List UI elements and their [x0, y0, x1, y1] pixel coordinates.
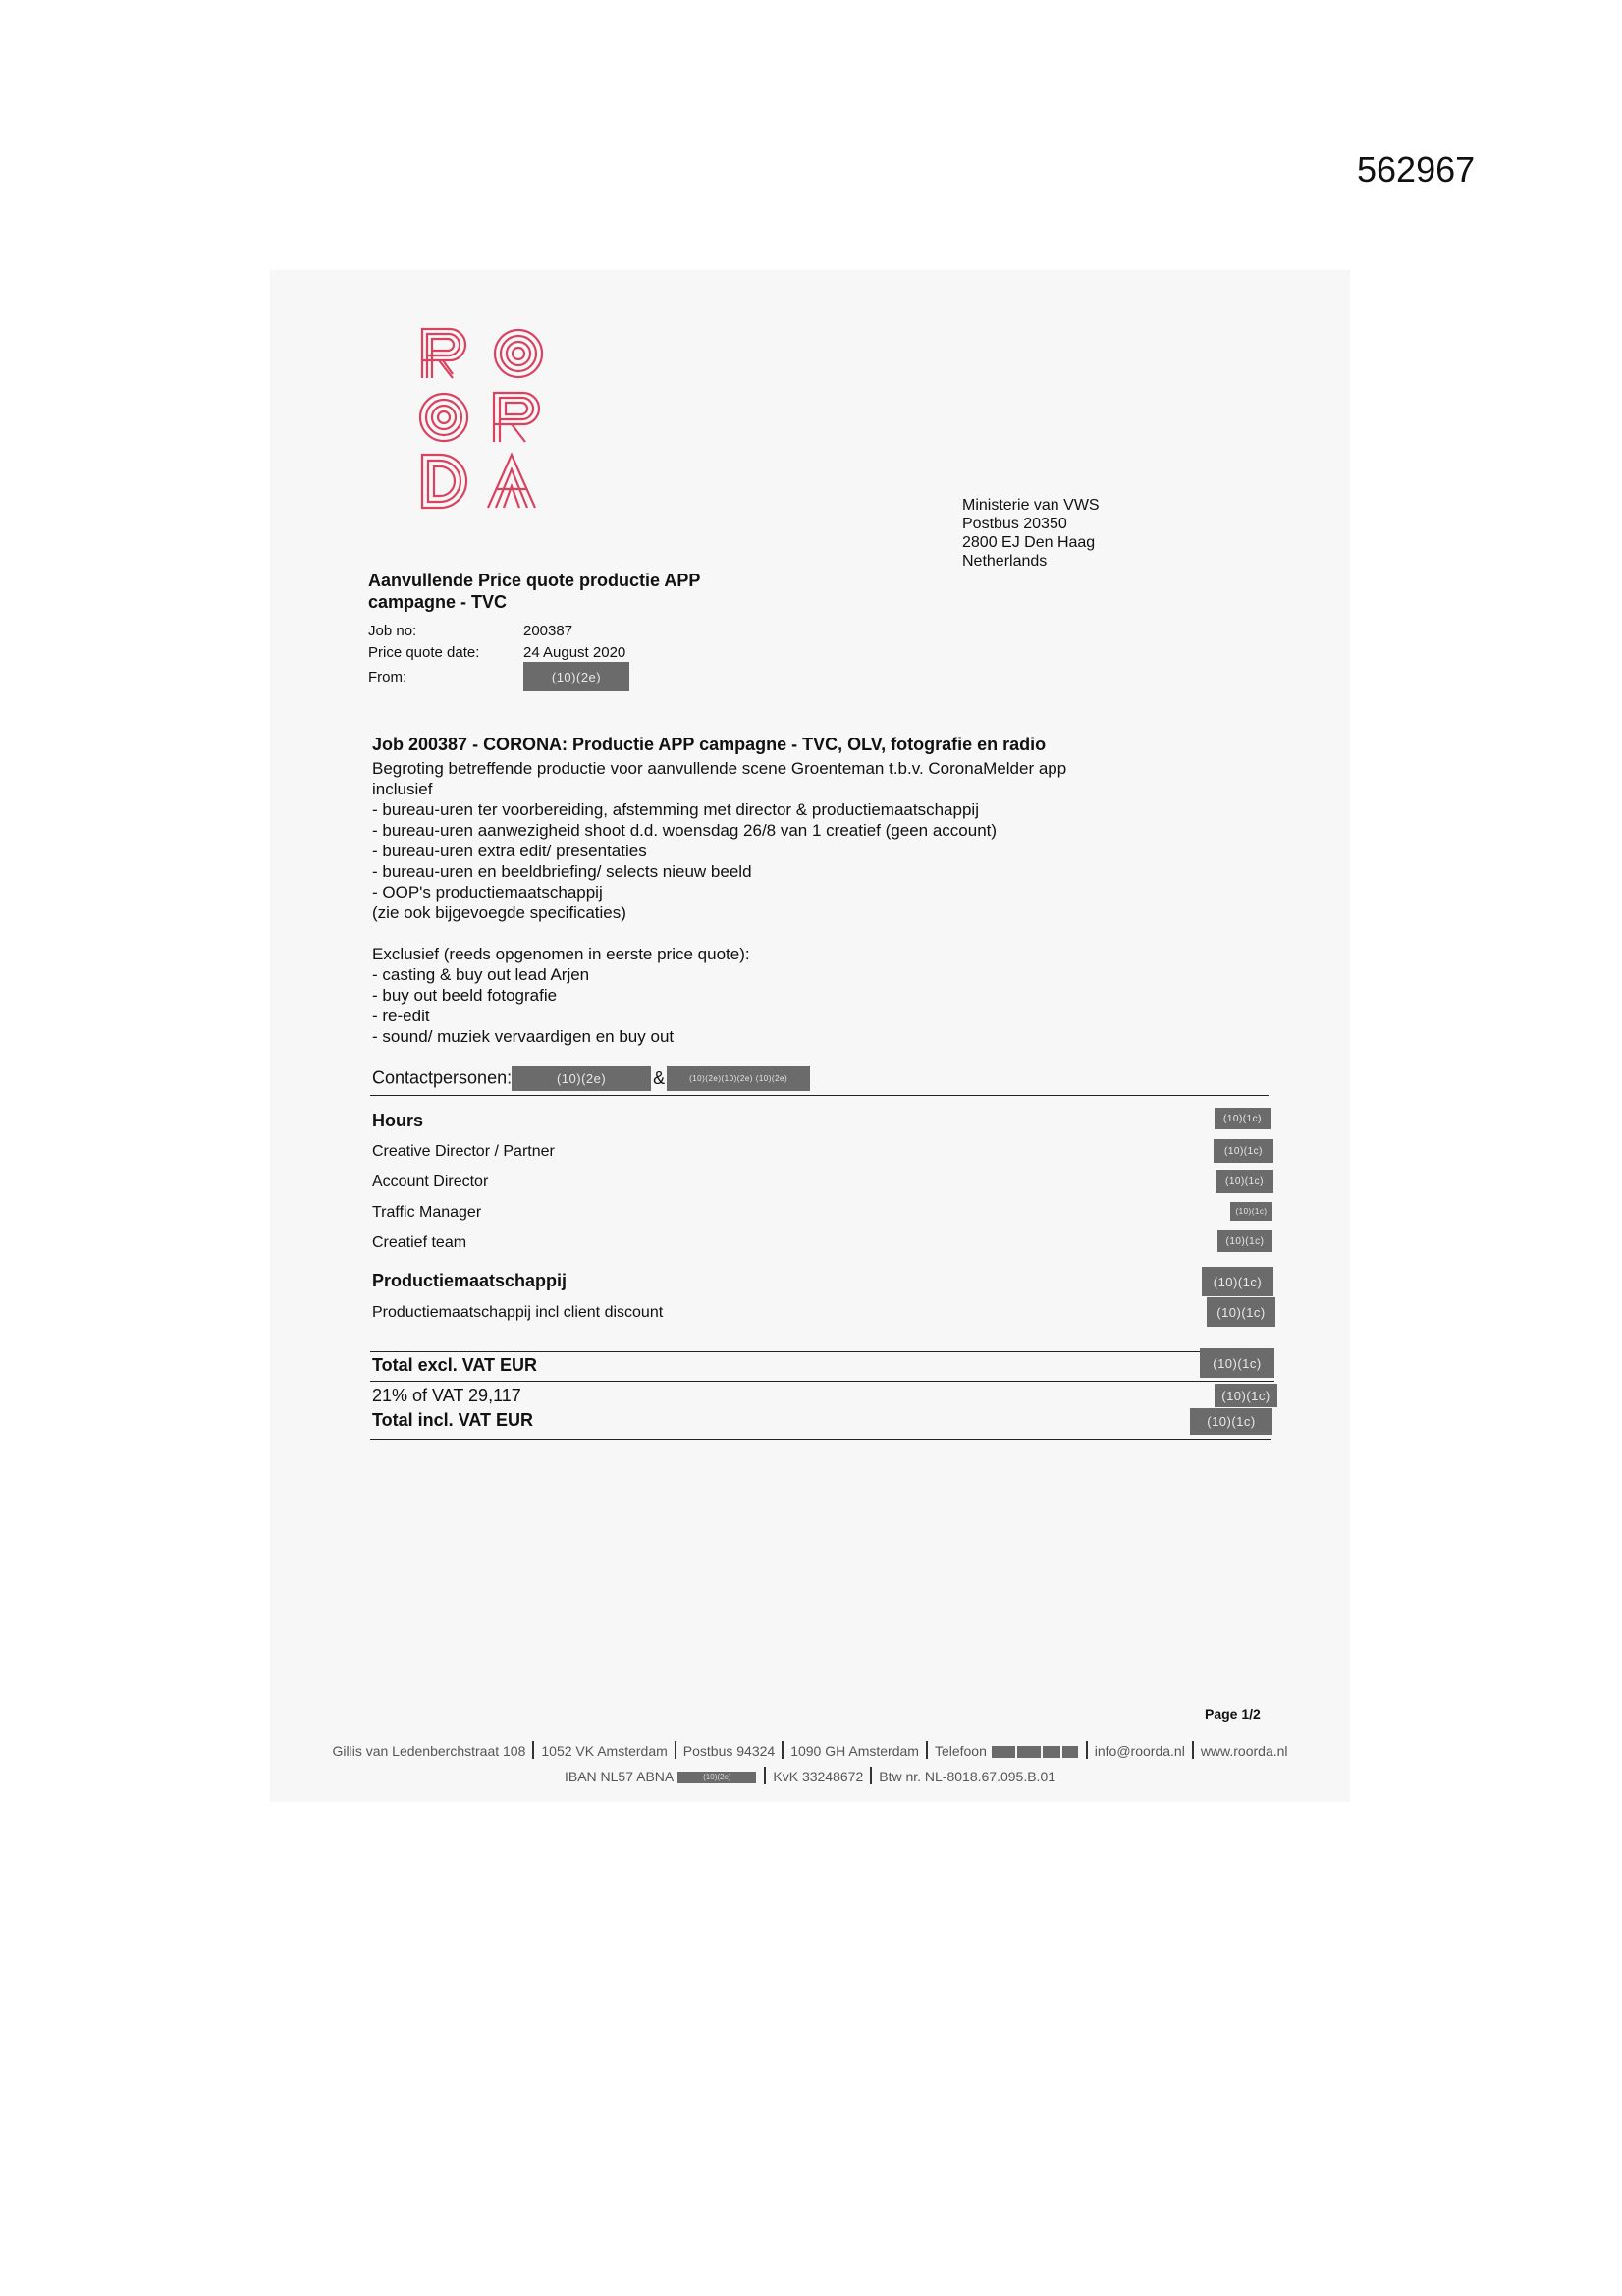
description-line: [372, 923, 1066, 944]
hours-title: Hours: [372, 1111, 424, 1130]
footer-address: Gillis van Ledenberchstraat 108: [332, 1743, 526, 1759]
phone-redacted: [992, 1746, 1015, 1758]
footer-postbus: Postbus 94324: [682, 1743, 776, 1759]
total-incl-amount: (10)(1c): [1190, 1408, 1272, 1435]
description-line: - bureau-uren en beeldbriefing/ selects nieuw beeld: [372, 862, 752, 881]
total-incl-label: Total incl. VAT EUR: [372, 1410, 534, 1430]
contact-person-2-redacted: (10)(2e)(10)(2e) (10)(2e): [667, 1066, 810, 1091]
footer-postbus-city: 1090 GH Amsterdam: [790, 1743, 919, 1759]
iban-redacted: (10)(2e): [677, 1772, 756, 1783]
footer-email[interactable]: info@roorda.nl: [1094, 1743, 1185, 1759]
contact-person-1-redacted: (10)(2e): [512, 1066, 651, 1091]
job-no-value: 200387: [523, 623, 573, 639]
from-redacted: (10)(2e): [523, 662, 629, 691]
total-excl-label: Total excl. VAT EUR: [372, 1355, 538, 1375]
hours-item-amount: (10)(1c): [1216, 1170, 1273, 1193]
production-item-amount: (10)(1c): [1207, 1297, 1275, 1327]
contact-ampersand: &: [653, 1067, 666, 1088]
hours-item-label: Account Director: [372, 1174, 489, 1190]
production-title-amount: (10)(1c): [1202, 1267, 1273, 1296]
footer-iban-label: IBAN NL57 ABNA: [564, 1769, 674, 1784]
vat-label: 21% of VAT 29,117: [372, 1386, 521, 1405]
footer-phone-label: Telefoon: [934, 1743, 987, 1759]
description-line: - bureau-uren extra edit/ presentaties: [372, 842, 647, 860]
date-value: 24 August 2020: [523, 644, 626, 661]
contact-row: [372, 1066, 810, 1091]
description-line: - buy out beeld fotografie: [372, 986, 558, 1005]
divider: [370, 1351, 1274, 1352]
footer-kvk: KvK 33248672: [773, 1769, 864, 1784]
hours-item-label: Traffic Manager: [372, 1204, 482, 1221]
hours-item-amount: (10)(1c): [1217, 1230, 1272, 1252]
divider: [370, 1095, 1269, 1096]
hours-title-amount: (10)(1c): [1215, 1108, 1271, 1129]
recipient-address: [962, 496, 1100, 571]
footer-website[interactable]: www.roorda.nl: [1200, 1743, 1288, 1759]
recipient-line: Postbus 20350: [962, 516, 1067, 532]
hours-item-amount: (10)(1c): [1230, 1202, 1272, 1221]
contact-label: Contactpersonen:: [372, 1067, 513, 1088]
description-line: - sound/ muziek vervaardigen en buy out: [372, 1027, 675, 1046]
description-line: - bureau-uren ter voorbereiding, afstemming met director & productiemaatschappij: [372, 800, 979, 819]
description-line: inclusief: [372, 780, 433, 798]
footer-postcode: 1052 VK Amsterdam: [541, 1743, 668, 1759]
total-excl-amount: (10)(1c): [1200, 1348, 1274, 1378]
roorda-logo: [417, 324, 545, 511]
description-line: - re-edit: [372, 1007, 430, 1025]
recipient-line: Netherlands: [962, 553, 1048, 570]
footer-line-2: [270, 1767, 1350, 1784]
hours-item-amount: (10)(1c): [1214, 1139, 1273, 1163]
phone-redacted: [1017, 1746, 1041, 1758]
phone-redacted: [1043, 1746, 1060, 1758]
recipient-line: 2800 EJ Den Haag: [962, 534, 1096, 551]
description-line: Exclusief (reeds opgenomen in eerste price quote):: [372, 945, 750, 963]
footer-btw: Btw nr. NL-8018.67.095.B.01: [879, 1769, 1056, 1784]
description: [372, 758, 1066, 1047]
description-line: - OOP's productiemaatschappij: [372, 883, 603, 902]
description-line: Begroting betreffende productie voor aanvullende scene Groenteman t.b.v. CoronaMelder app: [372, 759, 1067, 778]
recipient-line: Ministerie van VWS: [962, 497, 1100, 514]
description-line: - casting & buy out lead Arjen: [372, 965, 590, 984]
date-label: Price quote date:: [368, 644, 480, 661]
production-item-label: Productiemaatschappij incl client discount: [372, 1304, 664, 1321]
description-line: - bureau-uren aanwezigheid shoot d.d. woensdag 26/8 van 1 creatief (geen account): [372, 821, 998, 840]
quote-title: Aanvullende Price quote productie APP campagne - TVC: [368, 571, 701, 612]
production-title: Productiemaatschappij: [372, 1271, 568, 1290]
hours-item-label: Creative Director / Partner: [372, 1143, 555, 1160]
hours-item-label: Creatief team: [372, 1234, 467, 1251]
document-id: 562967: [1357, 149, 1476, 190]
job-no-label: Job no:: [368, 623, 417, 639]
vat-amount: (10)(1c): [1215, 1384, 1277, 1407]
divider: [370, 1439, 1271, 1440]
phone-redacted: [1062, 1746, 1078, 1758]
page-number: Page 1/2: [1205, 1706, 1261, 1722]
description-line: (zie ook bijgevoegde specificaties): [372, 903, 626, 922]
from-label: From:: [368, 669, 407, 685]
job-title: Job 200387 - CORONA: Productie APP campagne - TVC, OLV, fotografie en radio: [372, 735, 1047, 754]
footer-line-1: [270, 1741, 1350, 1759]
divider: [370, 1381, 1274, 1382]
